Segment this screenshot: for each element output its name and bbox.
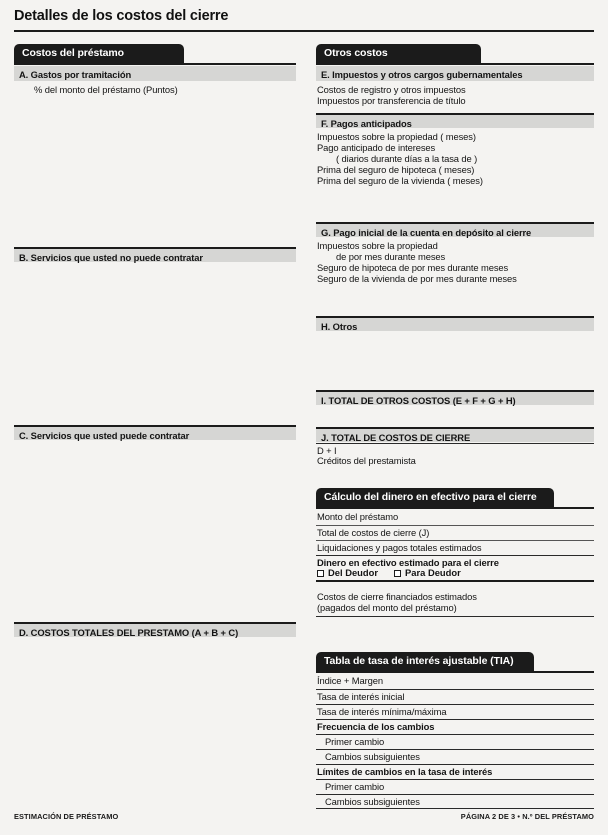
arm-row-5: Cambios subsiguientes [316,749,594,763]
section-f-bar: F. Pagos anticipados [316,113,594,128]
cash-to-close-divider [316,580,594,582]
section-d-bar: D. COSTOS TOTALES DEL PRESTAMO (A + B + C) [14,622,296,637]
page-title: Detalles de los costos del cierre [14,8,229,24]
loan-costs-tab-header: Costos del préstamo [14,44,184,63]
del-deudor-label: Del Deudor [328,567,379,578]
section-f-row-0: Impuestos sobre la propiedad ( meses) [317,131,476,142]
section-j-row-0: D + I [316,443,594,457]
section-f-row-1: Pago anticipado de intereses [317,142,436,153]
financed-costs-line-1: Costos de cierre financiados estimados [317,591,477,602]
arm-row-8: Cambios subsiguientes [316,794,594,808]
arm-row-3: Frecuencia de los cambios [316,719,594,733]
arm-row-7: Primer cambio [316,779,594,793]
footer-left-label: ESTIMACIÓN DE PRÉSTAMO [14,812,119,821]
arm-table-bottom-divider [316,808,594,809]
arm-table-tab-underline [316,671,594,673]
financed-costs-divider [316,616,594,617]
section-b-bar: B. Servicios que usted no puede contratar [14,247,296,262]
cash-to-close-estimate-label: Dinero en efectivo estimado para el cierre [316,555,594,569]
cash-to-close-row-2: Liquidaciones y pagos totales estimados [316,540,594,554]
title-divider [14,30,594,32]
cash-to-close-row-1: Total de costos de cierre (J) [316,525,594,539]
cash-to-close-row-0: Monto del préstamo [317,511,399,522]
section-f-row-4: Prima del seguro de la vivienda ( meses) [317,175,483,186]
other-costs-tab-underline [316,63,594,65]
arm-row-4: Primer cambio [316,734,594,748]
loan-costs-tab-underline [14,63,296,65]
para-deudor-label: Para Deudor [405,567,461,578]
section-i-bar: I. TOTAL DE OTROS COSTOS (E + F + G + H) [316,390,594,405]
financed-costs-line-2: (pagados del monto del préstamo) [317,602,457,613]
cash-to-close-tab-underline [316,507,594,509]
section-f-row-2: ( diarios durante días a la tasa de ) [336,153,478,164]
del-deudor-checkbox[interactable] [317,570,324,577]
section-c-bar: C. Servicios que usted puede contratar [14,425,296,440]
section-e-bar: E. Impuestos y otros cargos gubernamentales [316,66,594,81]
cash-to-close-tab-header: Cálculo del dinero en efectivo para el cierre [316,488,554,507]
arm-row-2: Tasa de interés mínima/máxima [316,704,594,718]
section-j-bar: J. TOTAL DE COSTOS DE CIERRE [316,427,594,442]
arm-row-0: Índice + Margen [317,675,383,686]
section-a-bar: A. Gastos por tramitación [14,66,296,81]
para-deudor-checkbox[interactable] [394,570,401,577]
section-f-row-3: Prima del seguro de hipoteca ( meses) [317,164,475,175]
section-j-row-1: Créditos del prestamista [317,455,416,466]
section-g-row-1: de por mes durante meses [336,251,446,262]
arm-table-tab-header: Tabla de tasa de interés ajustable (TIA) [316,652,534,671]
arm-row-1: Tasa de interés inicial [316,689,594,703]
footer-right-label: PÁGINA 2 DE 3 • N.º DEL PRÉSTAMO [460,812,594,821]
section-g-row-0: Impuestos sobre la propiedad [317,240,438,251]
cash-to-close-checkbox-group [317,567,461,579]
other-costs-tab-header: Otros costos [316,44,481,63]
section-g-bar: G. Pago inicial de la cuenta en depósito al cierre [316,222,594,237]
section-e-row-1: Impuestos por transferencia de título [317,95,466,106]
section-a-row-0: % del monto del préstamo (Puntos) [34,84,178,95]
section-e-row-0: Costos de registro y otros impuestos [317,84,466,95]
section-g-row-3: Seguro de la vivienda de por mes durante meses [317,273,517,284]
section-g-row-2: Seguro de hipoteca de por mes durante meses [317,262,509,273]
section-h-bar: H. Otros [316,316,594,331]
arm-row-6: Límites de cambios en la tasa de interés [316,764,594,778]
